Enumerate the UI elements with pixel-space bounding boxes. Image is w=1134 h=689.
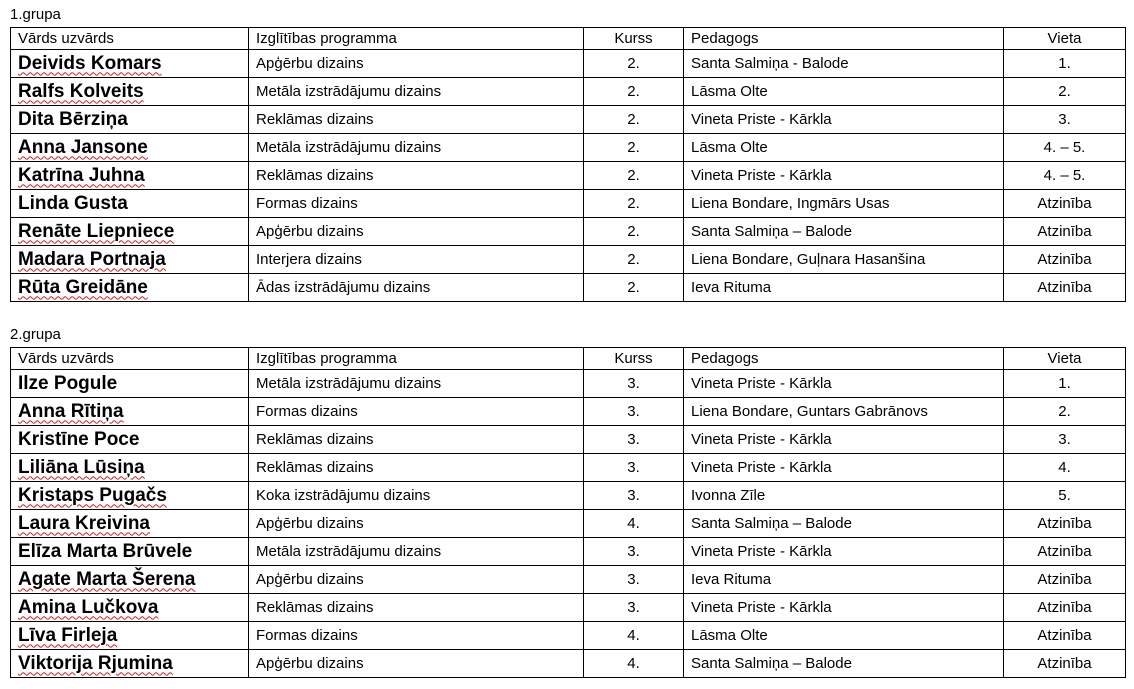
cell-name-text: Dita Bērziņa [18,108,128,130]
table-row [11,594,1126,622]
cell-course [584,106,684,134]
cell-teacher [684,650,1004,678]
cell-name [11,426,249,454]
cell-place-text: 4. – 5. [1043,167,1086,184]
cell-name [11,370,249,398]
cell-teacher [684,274,1004,302]
cell-teacher [684,510,1004,538]
cell-course [584,622,684,650]
cell-name-text: Liliāna Lūsiņa [18,456,145,478]
cell-program [249,426,584,454]
header-place: Vieta [1004,348,1126,370]
cell-teacher-text: Santa Salmiņa – Balode [691,515,852,532]
cell-program-text: Reklāmas dizains [256,431,374,448]
cell-course-text: 2. [627,55,640,72]
cell-name-text: Līva Firleja [18,624,118,646]
cell-program-text: Reklāmas dizains [256,459,374,476]
cell-course-text: 2. [627,279,640,296]
cell-name-text: Madara Portnaja [18,248,166,270]
cell-place-text: 2. [1058,83,1071,100]
cell-teacher [684,538,1004,566]
cell-place-text: 3. [1058,111,1071,128]
cell-program [249,398,584,426]
cell-program [249,622,584,650]
cell-program [249,482,584,510]
cell-program-text: Ādas izstrādājumu dizains [256,279,431,296]
cell-place [1004,538,1126,566]
header-place: Vieta [1004,28,1126,50]
cell-place-text: 5. [1058,487,1071,504]
cell-program-text: Metāla izstrādājumu dizains [256,139,442,156]
cell-name-text: Rūta Greidāne [18,276,148,298]
cell-name [11,246,249,274]
cell-place-text: Atzinība [1037,195,1092,212]
cell-name [11,538,249,566]
cell-teacher-text: Santa Salmiņa - Balode [691,55,849,72]
cell-program [249,218,584,246]
cell-place [1004,106,1126,134]
cell-course-text: 2. [627,195,640,212]
results-table-group-2 [10,347,1126,678]
table-header-row [11,348,1126,370]
cell-place-text: Atzinība [1037,251,1092,268]
cell-program-text: Reklāmas dizains [256,111,374,128]
cell-program-text: Formas dizains [256,403,358,420]
cell-name-text: Ilze Pogule [18,372,118,394]
cell-teacher-text: Ivonna Zīle [691,487,766,504]
cell-program [249,454,584,482]
table-row [11,622,1126,650]
cell-course-text: 3. [627,543,640,560]
cell-program [249,106,584,134]
cell-course-text: 2. [627,139,640,156]
cell-teacher-text: Santa Salmiņa – Balode [691,223,852,240]
cell-place [1004,50,1126,78]
cell-teacher-text: Ieva Rituma [691,571,772,588]
cell-program-text: Metāla izstrādājumu dizains [256,375,442,392]
table-row [11,190,1126,218]
cell-name [11,190,249,218]
cell-place-text: 4. – 5. [1043,139,1086,156]
cell-teacher [684,454,1004,482]
cell-teacher [684,426,1004,454]
cell-program-text: Apģērbu dizains [256,571,364,588]
cell-name [11,482,249,510]
cell-place-text: Atzinība [1037,599,1092,616]
cell-program [249,134,584,162]
cell-course [584,162,684,190]
cell-course [584,650,684,678]
cell-program [249,650,584,678]
cell-program-text: Koka izstrādājumu dizains [256,487,431,504]
cell-program [249,50,584,78]
cell-course-text: 3. [627,459,640,476]
cell-program-text: Apģērbu dizains [256,515,364,532]
cell-name [11,454,249,482]
cell-place [1004,510,1126,538]
cell-place [1004,426,1126,454]
cell-name-text: Deivids Komars [18,52,162,74]
cell-place [1004,78,1126,106]
cell-name [11,274,249,302]
cell-teacher [684,78,1004,106]
cell-program [249,566,584,594]
cell-teacher [684,566,1004,594]
header-teacher: Pedagogs [684,348,1004,370]
table-row [11,274,1126,302]
cell-course [584,426,684,454]
cell-place [1004,594,1126,622]
cell-program [249,162,584,190]
cell-teacher-text: Vineta Priste - Kārkla [691,543,832,560]
cell-teacher-text: Lāsma Olte [691,627,768,644]
cell-program [249,594,584,622]
group-title: 1.grupa [10,6,61,23]
cell-teacher [684,370,1004,398]
table-row [11,370,1126,398]
cell-course-text: 2. [627,223,640,240]
cell-program-text: Apģērbu dizains [256,655,364,672]
cell-teacher-text: Liena Bondare, Guntars Gabrānovs [691,403,928,420]
cell-course-text: 3. [627,599,640,616]
cell-course [584,50,684,78]
cell-place [1004,190,1126,218]
cell-name [11,566,249,594]
header-program: Izglītības programma [249,28,584,50]
cell-place-text: Atzinība [1037,655,1092,672]
cell-teacher-text: Liena Bondare, Guļnara Hasanšina [691,251,926,268]
cell-course [584,566,684,594]
cell-course-text: 4. [627,515,640,532]
table-row [11,78,1126,106]
cell-course-text: 2. [627,167,640,184]
cell-name [11,650,249,678]
cell-teacher [684,398,1004,426]
cell-name-text: Anna Jansone [18,136,148,158]
cell-name [11,510,249,538]
cell-course [584,510,684,538]
cell-name-text: Laura Kreivina [18,512,150,534]
results-table-group-1 [10,27,1126,302]
cell-teacher [684,622,1004,650]
cell-place [1004,274,1126,302]
cell-program-text: Interjera dizains [256,251,362,268]
cell-teacher-text: Lāsma Olte [691,83,768,100]
header-course: Kurss [584,28,684,50]
header-program: Izglītības programma [249,348,584,370]
table-header-row [11,28,1126,50]
cell-name [11,622,249,650]
cell-course-text: 4. [627,627,640,644]
cell-place [1004,398,1126,426]
header-name: Vārds uzvārds [11,348,249,370]
cell-name [11,78,249,106]
cell-teacher [684,190,1004,218]
cell-program-text: Reklāmas dizains [256,599,374,616]
cell-course-text: 2. [627,111,640,128]
cell-course [584,274,684,302]
cell-teacher [684,594,1004,622]
cell-teacher-text: Ieva Rituma [691,279,772,296]
cell-teacher-text: Vineta Priste - Kārkla [691,431,832,448]
cell-place-text: 3. [1058,431,1071,448]
cell-course [584,370,684,398]
cell-teacher-text: Liena Bondare, Ingmārs Usas [691,195,890,212]
cell-place-text: 1. [1058,55,1071,72]
table-row [11,134,1126,162]
cell-program-text: Formas dizains [256,195,358,212]
cell-course [584,246,684,274]
cell-program [249,370,584,398]
cell-course-text: 3. [627,571,640,588]
cell-place [1004,134,1126,162]
cell-program [249,538,584,566]
cell-name [11,398,249,426]
cell-course [584,482,684,510]
cell-name [11,162,249,190]
cell-program-text: Formas dizains [256,627,358,644]
cell-course [584,454,684,482]
cell-name-text: Katrīna Juhna [18,164,145,186]
table-row [11,482,1126,510]
cell-teacher [684,50,1004,78]
cell-course-text: 3. [627,487,640,504]
table-row [11,162,1126,190]
cell-place-text: Atzinība [1037,223,1092,240]
cell-name-text: Viktorija Rjumina [18,652,173,674]
cell-teacher-text: Vineta Priste - Kārkla [691,599,832,616]
cell-place [1004,650,1126,678]
cell-program-text: Apģērbu dizains [256,223,364,240]
cell-teacher-text: Vineta Priste - Kārkla [691,111,832,128]
cell-course [584,218,684,246]
cell-place-text: 4. [1058,459,1071,476]
cell-name-text: Kristīne Poce [18,428,140,450]
cell-teacher-text: Santa Salmiņa – Balode [691,655,852,672]
cell-program-text: Metāla izstrādājumu dizains [256,543,442,560]
cell-name-text: Elīza Marta Brūvele [18,540,193,562]
cell-name-text: Agate Marta Šerena [18,568,196,590]
cell-program-text: Metāla izstrādājumu dizains [256,83,442,100]
cell-name-text: Anna Rītiņa [18,400,124,422]
cell-course-text: 3. [627,375,640,392]
cell-place-text: Atzinība [1037,543,1092,560]
cell-course-text: 2. [627,83,640,100]
cell-teacher [684,218,1004,246]
cell-place [1004,566,1126,594]
cell-course [584,594,684,622]
cell-name-text: Linda Gusta [18,192,128,214]
table-row [11,246,1126,274]
cell-program-text: Reklāmas dizains [256,167,374,184]
cell-course-text: 3. [627,431,640,448]
cell-teacher-text: Vineta Priste - Kārkla [691,167,832,184]
table-row [11,510,1126,538]
cell-place [1004,162,1126,190]
cell-place-text: Atzinība [1037,515,1092,532]
cell-teacher [684,106,1004,134]
cell-course-text: 4. [627,655,640,672]
table-row [11,454,1126,482]
header-name: Vārds uzvārds [11,28,249,50]
cell-name [11,594,249,622]
table-row [11,106,1126,134]
cell-place [1004,454,1126,482]
table-row [11,538,1126,566]
cell-place-text: 1. [1058,375,1071,392]
cell-course [584,538,684,566]
cell-program [249,510,584,538]
cell-teacher-text: Vineta Priste - Kārkla [691,375,832,392]
cell-program [249,78,584,106]
cell-name-text: Ralfs Kolveits [18,80,144,102]
table-row [11,426,1126,454]
cell-place-text: Atzinība [1037,279,1092,296]
cell-program-text: Apģērbu dizains [256,55,364,72]
cell-teacher-text: Vineta Priste - Kārkla [691,459,832,476]
cell-teacher [684,162,1004,190]
cell-place-text: Atzinība [1037,627,1092,644]
table-row [11,566,1126,594]
cell-place-text: Atzinība [1037,571,1092,588]
cell-teacher [684,482,1004,510]
cell-program [249,274,584,302]
cell-name-text: Kristaps Pugačs [18,484,167,506]
table-row [11,50,1126,78]
cell-name [11,134,249,162]
cell-name-text: Amina Lučkova [18,596,159,618]
cell-place [1004,482,1126,510]
cell-name-text: Renāte Liepniece [18,220,175,242]
cell-place [1004,370,1126,398]
cell-program [249,246,584,274]
cell-program [249,190,584,218]
cell-course-text: 2. [627,251,640,268]
cell-place [1004,246,1126,274]
cell-course-text: 3. [627,403,640,420]
table-row [11,398,1126,426]
cell-place [1004,218,1126,246]
cell-course [584,398,684,426]
table-row [11,218,1126,246]
cell-teacher-text: Lāsma Olte [691,139,768,156]
table-row [11,650,1126,678]
cell-name [11,50,249,78]
cell-teacher [684,246,1004,274]
cell-place [1004,622,1126,650]
cell-place-text: 2. [1058,403,1071,420]
cell-course [584,134,684,162]
cell-name [11,218,249,246]
cell-course [584,190,684,218]
group-title: 2.grupa [10,326,61,343]
cell-name [11,106,249,134]
header-course: Kurss [584,348,684,370]
cell-teacher [684,134,1004,162]
header-teacher: Pedagogs [684,28,1004,50]
cell-course [584,78,684,106]
